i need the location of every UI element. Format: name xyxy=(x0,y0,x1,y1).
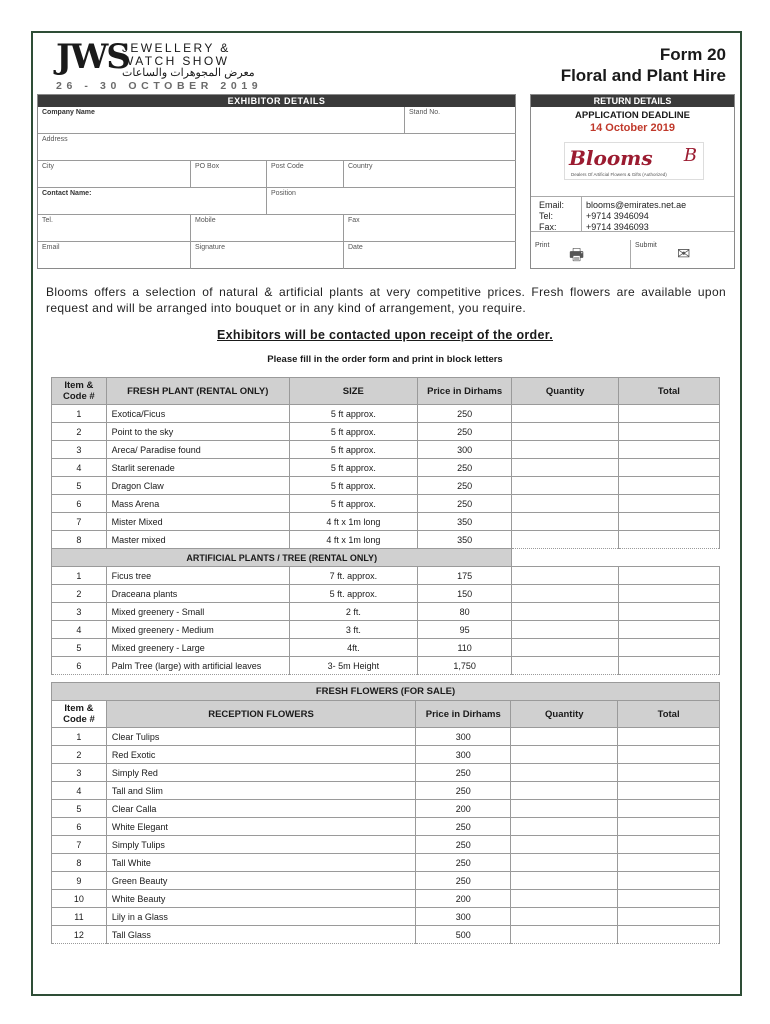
quantity-input[interactable] xyxy=(512,603,618,621)
quantity-input[interactable] xyxy=(512,459,618,477)
mobile-field[interactable]: Mobile xyxy=(191,215,344,242)
contact-divider xyxy=(581,197,582,231)
item-name: Master mixed xyxy=(106,531,289,549)
item-price: 250 xyxy=(416,782,511,800)
item-price: 200 xyxy=(416,800,511,818)
table-row xyxy=(52,585,720,603)
item-code: 11 xyxy=(52,908,107,926)
item-size: 5 ft approx. xyxy=(289,495,417,513)
print-label: Print xyxy=(535,242,550,249)
city-field[interactable]: City xyxy=(38,161,191,188)
total-cell xyxy=(618,764,720,782)
total-cell xyxy=(618,890,720,908)
quantity-input[interactable] xyxy=(511,746,618,764)
item-code: 3 xyxy=(52,603,107,621)
table-row xyxy=(52,621,720,639)
quantity-input[interactable] xyxy=(512,477,618,495)
col-quantity: Quantity xyxy=(512,378,618,405)
deadline-label: APPLICATION DEADLINE xyxy=(575,110,690,121)
submit-label: Submit xyxy=(635,242,657,249)
item-price: 250 xyxy=(417,495,512,513)
item-name: Tall Glass xyxy=(106,926,415,944)
return-details xyxy=(530,94,735,269)
item-code: 1 xyxy=(52,728,107,746)
item-code: 4 xyxy=(52,621,107,639)
col-size: SIZE xyxy=(289,378,417,405)
return-email-label: Email: xyxy=(539,200,565,210)
col-reception-flowers: RECEPTION FLOWERS xyxy=(106,701,415,728)
country-field[interactable]: Country xyxy=(344,161,516,188)
deadline-date: 14 October 2019 xyxy=(590,122,675,134)
quantity-input[interactable] xyxy=(512,405,618,423)
quantity-input[interactable] xyxy=(512,423,618,441)
item-code: 2 xyxy=(52,746,107,764)
total-cell xyxy=(618,926,720,944)
artificial-section-header xyxy=(52,549,720,567)
item-name: Dragon Claw xyxy=(106,477,289,495)
item-code: 6 xyxy=(52,495,107,513)
table-row xyxy=(52,423,720,441)
quantity-input[interactable] xyxy=(511,890,618,908)
table-row xyxy=(52,800,720,818)
flower-rows xyxy=(52,728,720,944)
table-row xyxy=(52,746,720,764)
position-field[interactable]: Position xyxy=(267,188,516,215)
company-name-field[interactable]: Company Name xyxy=(38,107,405,134)
item-name: Green Beauty xyxy=(106,872,415,890)
item-code: 1 xyxy=(52,567,107,585)
exhibitor-details xyxy=(37,94,516,269)
quantity-input[interactable] xyxy=(511,836,618,854)
return-fax: +9714 3946093 xyxy=(586,222,649,232)
table-row xyxy=(52,513,720,531)
item-name: Mixed greenery - Medium xyxy=(106,621,289,639)
item-name: Simply Tulips xyxy=(106,836,415,854)
table-row xyxy=(52,657,720,675)
quantity-input[interactable] xyxy=(512,621,618,639)
item-name: Point to the sky xyxy=(106,423,289,441)
contact-notice: Exhibitors will be contacted upon receipt of the order. xyxy=(217,328,553,342)
item-price: 95 xyxy=(417,621,512,639)
form-title: Floral and Plant Hire xyxy=(560,66,726,85)
table-row xyxy=(52,477,720,495)
item-name: Lily in a Glass xyxy=(106,908,415,926)
print-button[interactable] xyxy=(531,240,631,268)
item-code: 1 xyxy=(52,405,107,423)
quantity-input[interactable] xyxy=(512,495,618,513)
item-name: Clear Calla xyxy=(106,800,415,818)
quantity-input[interactable] xyxy=(512,585,618,603)
item-code: 4 xyxy=(52,459,107,477)
submit-button[interactable] xyxy=(631,240,735,268)
return-contact xyxy=(531,196,734,232)
item-price: 250 xyxy=(417,477,512,495)
col-quantity: Quantity xyxy=(511,701,618,728)
item-code: 7 xyxy=(52,513,107,531)
quantity-input[interactable] xyxy=(511,818,618,836)
item-price: 110 xyxy=(417,639,512,657)
total-cell xyxy=(618,477,719,495)
item-code: 9 xyxy=(52,872,107,890)
item-name: Draceana plants xyxy=(106,585,289,603)
logo-line1: JEWELLERY & xyxy=(122,41,231,55)
return-email[interactable]: blooms@emirates.net.ae xyxy=(586,200,687,210)
logo-arabic: معرض المجوهرات والساعات xyxy=(122,67,255,79)
item-code: 5 xyxy=(52,800,107,818)
item-price: 250 xyxy=(417,459,512,477)
blooms-logo xyxy=(564,142,704,180)
table-row xyxy=(52,764,720,782)
return-details-title: RETURN DETAILS xyxy=(531,95,734,107)
item-name: White Beauty xyxy=(106,890,415,908)
fill-instruction: Please fill in the order form and print in block letters xyxy=(267,354,503,365)
printer-icon: 🖶 xyxy=(569,247,585,264)
item-size: 5 ft approx. xyxy=(289,441,417,459)
item-name: Clear Tulips xyxy=(106,728,415,746)
flowers-table xyxy=(51,682,720,944)
logo-mark: JWS xyxy=(56,37,129,77)
table-row xyxy=(52,728,720,746)
col-item-code: Item & Code # xyxy=(52,701,107,728)
item-code: 2 xyxy=(52,585,107,603)
item-code: 8 xyxy=(52,531,107,549)
table-row xyxy=(52,926,720,944)
total-cell xyxy=(618,836,720,854)
item-code: 3 xyxy=(52,764,107,782)
quantity-input[interactable] xyxy=(511,926,618,944)
table-row xyxy=(52,459,720,477)
quantity-input[interactable] xyxy=(511,764,618,782)
total-cell xyxy=(618,639,719,657)
item-size: 5 ft approx. xyxy=(289,459,417,477)
table-row xyxy=(52,603,720,621)
blooms-logo-text: Blooms xyxy=(569,146,653,170)
quantity-input[interactable] xyxy=(512,513,618,531)
quantity-input[interactable] xyxy=(512,639,618,657)
item-price: 250 xyxy=(417,423,512,441)
total-cell xyxy=(618,800,720,818)
po-box-field[interactable]: PO Box xyxy=(191,161,267,188)
quantity-input[interactable] xyxy=(512,567,618,585)
item-code: 5 xyxy=(52,639,107,657)
item-price: 250 xyxy=(416,872,511,890)
quantity-input[interactable] xyxy=(511,728,618,746)
return-tel: +9714 3946094 xyxy=(586,211,649,221)
fax-field[interactable]: Fax xyxy=(344,215,516,242)
item-price: 175 xyxy=(417,567,512,585)
col-plant-name: FRESH PLANT (RENTAL ONLY) xyxy=(106,378,289,405)
item-price: 250 xyxy=(416,836,511,854)
total-cell xyxy=(618,908,720,926)
item-size: 3 ft. xyxy=(289,621,417,639)
item-code: 2 xyxy=(52,423,107,441)
item-size: 7 ft. approx. xyxy=(289,567,417,585)
quantity-input[interactable] xyxy=(511,854,618,872)
blooms-tagline: Dealers Of Artificial Flowers & Gifts (Authorized) xyxy=(571,172,667,177)
col-total: Total xyxy=(618,701,720,728)
item-price: 80 xyxy=(417,603,512,621)
stand-no-field[interactable]: Stand No. xyxy=(405,107,516,134)
address-field[interactable]: Address xyxy=(38,134,516,161)
item-price: 350 xyxy=(417,513,512,531)
total-cell xyxy=(618,621,719,639)
item-name: White Elegant xyxy=(106,818,415,836)
item-code: 12 xyxy=(52,926,107,944)
total-cell xyxy=(618,423,719,441)
item-name: Palm Tree (large) with artificial leaves xyxy=(106,657,289,675)
item-price: 250 xyxy=(416,764,511,782)
table-row xyxy=(52,441,720,459)
return-fax-label: Fax: xyxy=(539,222,557,232)
item-price: 1,750 xyxy=(417,657,512,675)
table-row xyxy=(52,890,720,908)
item-name: Simply Red xyxy=(106,764,415,782)
col-total: Total xyxy=(618,378,719,405)
quantity-input[interactable] xyxy=(512,531,618,549)
item-price: 300 xyxy=(416,728,511,746)
total-cell xyxy=(618,459,719,477)
item-name: Areca/ Paradise found xyxy=(106,441,289,459)
artificial-plants-title: ARTIFICIAL PLANTS / TREE (RENTAL ONLY) xyxy=(52,549,512,567)
total-cell xyxy=(618,818,720,836)
table-row xyxy=(52,639,720,657)
item-name: Exotica/Ficus xyxy=(106,405,289,423)
item-price: 300 xyxy=(416,746,511,764)
artificial-plants-rows xyxy=(52,567,720,675)
item-size: 5 ft approx. xyxy=(289,423,417,441)
quantity-input[interactable] xyxy=(511,908,618,926)
item-price: 250 xyxy=(416,854,511,872)
table-row xyxy=(52,567,720,585)
item-size: 2 ft. xyxy=(289,603,417,621)
item-name: Tall White xyxy=(106,854,415,872)
item-name: Ficus tree xyxy=(106,567,289,585)
item-code: 7 xyxy=(52,836,107,854)
item-name: Starlit serenade xyxy=(106,459,289,477)
contact-name-field[interactable]: Contact Name: xyxy=(38,188,267,215)
intro-text: Blooms offers a selection of natural & artificial plants at very competitive prices. Fresh flowers are available upon request and will be arranged into bouquet or in any kind of arrangement, you require. xyxy=(46,285,726,315)
item-size: 5 ft. approx. xyxy=(289,585,417,603)
fresh-plants-rows xyxy=(52,405,720,549)
signature-field[interactable]: Signature xyxy=(191,242,344,269)
item-code: 5 xyxy=(52,477,107,495)
date-field[interactable]: Date xyxy=(348,244,363,251)
table-row xyxy=(52,836,720,854)
item-code: 8 xyxy=(52,854,107,872)
item-size: 4 ft x 1m long xyxy=(289,531,417,549)
quantity-input[interactable] xyxy=(512,441,618,459)
item-price: 250 xyxy=(417,405,512,423)
item-price: 350 xyxy=(417,531,512,549)
exhibitor-details-title: EXHIBITOR DETAILS xyxy=(38,95,515,107)
total-cell xyxy=(618,657,719,675)
table-row xyxy=(52,854,720,872)
total-cell xyxy=(618,567,719,585)
total-cell xyxy=(618,405,719,423)
item-name: Mixed greenery - Small xyxy=(106,603,289,621)
total-cell xyxy=(618,495,719,513)
total-cell xyxy=(618,746,720,764)
total-cell xyxy=(618,728,720,746)
email-field[interactable]: Email xyxy=(38,242,191,269)
col-price: Price in Dirhams xyxy=(416,701,511,728)
quantity-input[interactable] xyxy=(511,782,618,800)
table-row xyxy=(52,531,720,549)
item-price: 300 xyxy=(416,908,511,926)
item-code: 4 xyxy=(52,782,107,800)
table-row xyxy=(52,405,720,423)
total-cell xyxy=(618,531,719,549)
item-size: 3- 5m Height xyxy=(289,657,417,675)
quantity-input[interactable] xyxy=(511,800,618,818)
col-item-code: Item & Code # xyxy=(52,378,107,405)
table-row xyxy=(52,872,720,890)
item-name: Mister Mixed xyxy=(106,513,289,531)
tel-field[interactable]: Tel. xyxy=(38,215,191,242)
col-price: Price in Dirhams xyxy=(417,378,512,405)
logo-line2: WATCH SHOW xyxy=(122,54,230,68)
item-price: 250 xyxy=(416,818,511,836)
item-price: 150 xyxy=(417,585,512,603)
event-dates: 26 - 30 OCTOBER 2019 xyxy=(56,80,263,92)
plants-table xyxy=(51,377,720,675)
mail-icon: ✉ xyxy=(677,246,691,263)
fresh-flowers-title: FRESH FLOWERS (FOR SALE) xyxy=(52,683,720,701)
item-size: 4 ft x 1m long xyxy=(289,513,417,531)
item-price: 300 xyxy=(417,441,512,459)
item-name: Red Exotic xyxy=(106,746,415,764)
form-number: Form 20 xyxy=(659,45,726,64)
total-cell xyxy=(618,441,719,459)
item-code: 10 xyxy=(52,890,107,908)
total-cell xyxy=(618,854,720,872)
item-size: 5 ft approx. xyxy=(289,405,417,423)
total-cell xyxy=(618,603,719,621)
total-cell xyxy=(618,513,719,531)
blooms-monogram: B xyxy=(683,145,697,166)
item-name: Mass Arena xyxy=(106,495,289,513)
total-cell xyxy=(618,782,720,800)
total-cell xyxy=(618,872,720,890)
quantity-input[interactable] xyxy=(511,872,618,890)
table-row xyxy=(52,782,720,800)
item-name: Tall and Slim xyxy=(106,782,415,800)
item-name: Mixed greenery - Large xyxy=(106,639,289,657)
table-row xyxy=(52,908,720,926)
item-price: 500 xyxy=(416,926,511,944)
return-tel-label: Tel: xyxy=(539,211,554,221)
quantity-input[interactable] xyxy=(512,657,618,675)
item-code: 6 xyxy=(52,657,107,675)
item-code: 3 xyxy=(52,441,107,459)
total-cell xyxy=(618,585,719,603)
post-code-field[interactable]: Post Code xyxy=(267,161,344,188)
item-price: 200 xyxy=(416,890,511,908)
item-size: 4ft. xyxy=(289,639,417,657)
item-size: 5 ft approx. xyxy=(289,477,417,495)
table-row xyxy=(52,495,720,513)
item-code: 6 xyxy=(52,818,107,836)
table-row xyxy=(52,818,720,836)
